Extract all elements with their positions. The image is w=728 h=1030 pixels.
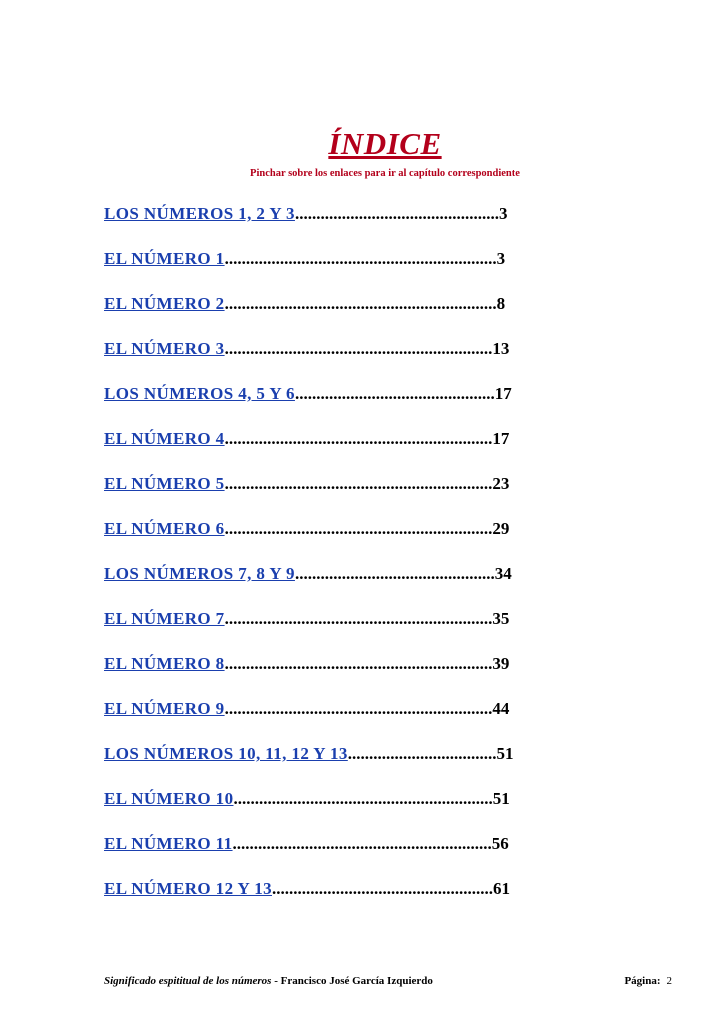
toc-entry	[104, 696, 584, 741]
toc-page-number: 56	[491, 834, 509, 853]
footer-separator: -	[271, 975, 281, 987]
footer-page-number: 2	[666, 975, 672, 987]
toc-entry	[104, 561, 584, 606]
toc-link[interactable]: EL NÚMERO 2	[104, 294, 225, 313]
toc-leader-dots: ...............................................................	[224, 699, 493, 718]
toc-entry	[104, 426, 584, 471]
toc-leader-dots: ................................................................	[224, 249, 497, 268]
toc-leader-dots: ...............................................................	[224, 609, 493, 628]
toc-page-number: 44	[492, 699, 510, 718]
toc-page-number: 34	[494, 564, 512, 583]
toc-page-number: 17	[494, 384, 512, 403]
toc-leader-dots: ...................................	[347, 744, 497, 763]
toc-entry	[104, 201, 584, 246]
toc-link[interactable]: LOS NÚMEROS 1, 2 Y 3	[104, 204, 295, 223]
toc-page-number: 61	[493, 879, 510, 898]
toc-entry	[104, 876, 584, 921]
toc-entry	[104, 516, 584, 561]
toc-leader-dots: ...............................................................	[224, 519, 493, 538]
toc-link[interactable]: EL NÚMERO 4	[104, 429, 225, 448]
toc-leader-dots: ................................................................	[224, 294, 497, 313]
toc-leader-dots: ................................................	[294, 204, 499, 223]
toc-page-number: 23	[492, 474, 510, 493]
toc-leader-dots: ...............................................................	[224, 339, 493, 358]
toc-page-number: 35	[492, 609, 510, 628]
toc-page-number: 51	[496, 744, 514, 763]
toc-entry	[104, 831, 584, 876]
toc-leader-dots: ...............................................................	[224, 429, 493, 448]
footer-author: Francisco José García Izquierdo	[280, 975, 433, 987]
footer-book-info	[104, 975, 433, 987]
toc-link[interactable]: EL NÚMERO 8	[104, 654, 225, 673]
table-of-contents	[104, 201, 584, 921]
toc-page-number: 3	[496, 249, 506, 268]
toc-entry	[104, 336, 584, 381]
toc-entry	[104, 291, 584, 336]
footer-page-label: Página:	[624, 975, 661, 987]
toc-page-number: 3	[498, 204, 508, 223]
index-title: ÍNDICE	[328, 126, 442, 161]
toc-leader-dots: ....................................................	[272, 879, 493, 898]
index-subtitle: Pinchar sobre los enlaces para ir al capítulo correspondiente	[250, 168, 520, 179]
toc-link[interactable]: EL NÚMERO 3	[104, 339, 225, 358]
toc-leader-dots: .............................................................	[232, 834, 492, 853]
toc-leader-dots: ...............................................................	[224, 474, 493, 493]
footer-page-info	[624, 975, 672, 987]
toc-leader-dots: .............................................................	[233, 789, 493, 808]
toc-link[interactable]: EL NÚMERO 12 Y 13	[104, 879, 272, 898]
toc-page-number: 17	[492, 429, 510, 448]
toc-page-number: 8	[496, 294, 506, 313]
toc-page-number: 13	[492, 339, 510, 358]
toc-entry	[104, 606, 584, 651]
footer-book-title: Significado espititual de los números	[104, 975, 272, 987]
toc-entry	[104, 246, 584, 291]
toc-link[interactable]: LOS NÚMEROS 10, 11, 12 Y 13	[104, 744, 348, 763]
toc-link[interactable]: EL NÚMERO 1	[104, 249, 225, 268]
toc-entry	[104, 471, 584, 516]
toc-link[interactable]: EL NÚMERO 7	[104, 609, 225, 628]
toc-link[interactable]: LOS NÚMEROS 4, 5 Y 6	[104, 384, 295, 403]
toc-entry	[104, 651, 584, 696]
toc-link[interactable]: EL NÚMERO 5	[104, 474, 225, 493]
toc-page-number: 51	[492, 789, 510, 808]
toc-link[interactable]: LOS NÚMEROS 7, 8 Y 9	[104, 564, 295, 583]
toc-link[interactable]: EL NÚMERO 10	[104, 789, 234, 808]
toc-entry	[104, 381, 584, 426]
toc-link[interactable]: EL NÚMERO 6	[104, 519, 225, 538]
toc-entry	[104, 786, 584, 831]
toc-page-number: 39	[492, 654, 510, 673]
toc-leader-dots: ...............................................	[294, 564, 495, 583]
toc-entry	[104, 741, 584, 786]
toc-page-number: 29	[492, 519, 510, 538]
toc-leader-dots: ...............................................	[294, 384, 495, 403]
toc-link[interactable]: EL NÚMERO 11	[104, 834, 233, 853]
toc-link[interactable]: EL NÚMERO 9	[104, 699, 225, 718]
toc-leader-dots: ...............................................................	[224, 654, 493, 673]
